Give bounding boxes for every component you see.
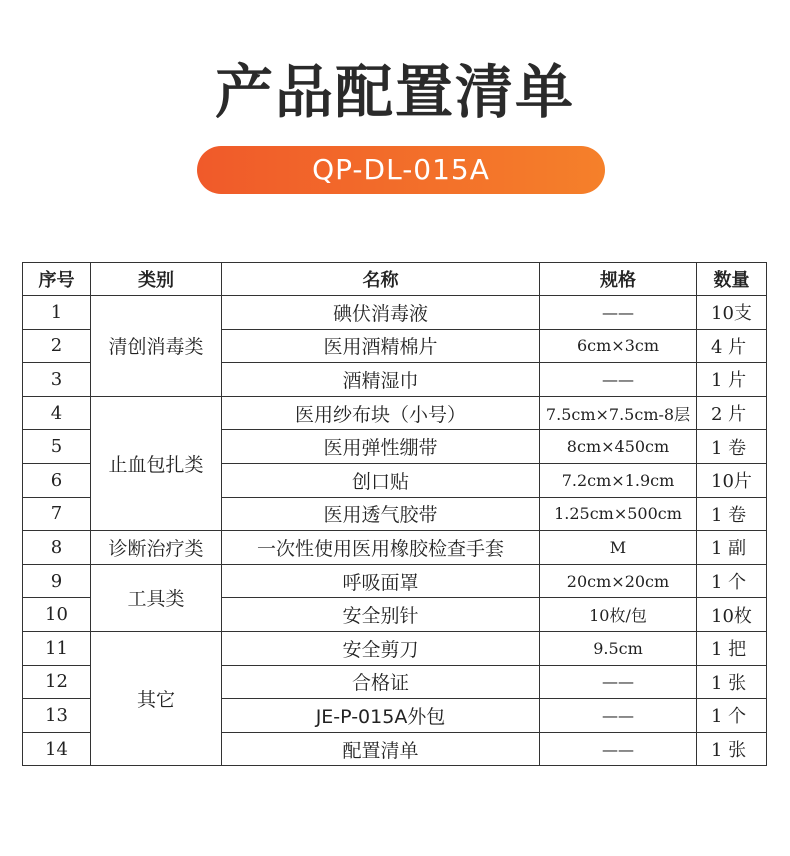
item-spec: ——: [540, 296, 697, 330]
item-qty: 1 把: [697, 631, 767, 665]
item-spec: ——: [540, 699, 697, 733]
item-spec: ——: [540, 665, 697, 699]
item-name: 安全剪刀: [222, 631, 540, 665]
row-number: 3: [23, 363, 91, 397]
row-number: 1: [23, 296, 91, 330]
model-badge: QP-DL-015A: [197, 146, 605, 194]
table-row: [23, 531, 767, 565]
item-name: 医用酒精棉片: [222, 329, 540, 363]
page-title: 产品配置清单: [214, 58, 575, 126]
item-qty: 2 片: [697, 396, 767, 430]
row-number: 6: [23, 463, 91, 497]
item-name: 合格证: [222, 665, 540, 699]
item-name: 一次性使用医用橡胶检查手套: [222, 531, 540, 565]
header-name: 名称: [222, 263, 540, 296]
item-qty: 1 副: [697, 531, 767, 565]
item-spec: M: [540, 531, 697, 565]
row-number: 9: [23, 564, 91, 598]
row-number: 12: [23, 665, 91, 699]
row-number: 2: [23, 329, 91, 363]
row-number: 7: [23, 497, 91, 531]
item-qty: 4 片: [697, 329, 767, 363]
product-table: [22, 262, 767, 766]
item-spec: ——: [540, 732, 697, 766]
table-body: [23, 296, 767, 766]
item-qty: 10枚: [697, 598, 767, 632]
item-qty: 1 张: [697, 665, 767, 699]
category-cell: 清创消毒类: [91, 296, 222, 397]
item-qty: 1 个: [697, 564, 767, 598]
item-name: 碘伏消毒液: [222, 296, 540, 330]
category-cell: 止血包扎类: [91, 396, 222, 530]
item-name: 配置清单: [222, 732, 540, 766]
item-spec: 7.2cm×1.9cm: [540, 463, 697, 497]
item-name: JE-P-015A外包: [222, 699, 540, 733]
row-number: 11: [23, 631, 91, 665]
table-row: [23, 564, 767, 598]
item-qty: 1 片: [697, 363, 767, 397]
item-spec: ——: [540, 363, 697, 397]
category-cell: 工具类: [91, 564, 222, 631]
category-cell: 诊断治疗类: [91, 531, 222, 565]
item-qty: 1 卷: [697, 430, 767, 464]
row-number: 5: [23, 430, 91, 464]
item-qty: 10支: [697, 296, 767, 330]
item-name: 医用纱布块（小号）: [222, 396, 540, 430]
item-spec: 20cm×20cm: [540, 564, 697, 598]
table-header-row: [23, 263, 767, 296]
item-spec: 1.25cm×500cm: [540, 497, 697, 531]
table-row: [23, 631, 767, 665]
row-number: 10: [23, 598, 91, 632]
item-qty: 1 个: [697, 699, 767, 733]
item-name: 酒精湿巾: [222, 363, 540, 397]
item-qty: 1 卷: [697, 497, 767, 531]
table-row: [23, 396, 767, 430]
row-number: 8: [23, 531, 91, 565]
item-spec: 7.5cm×7.5cm-8层: [540, 396, 697, 430]
header-qty: 数量: [697, 263, 767, 296]
header-category: 类别: [91, 263, 222, 296]
row-number: 14: [23, 732, 91, 766]
row-number: 4: [23, 396, 91, 430]
item-qty: 10片: [697, 463, 767, 497]
item-spec: 8cm×450cm: [540, 430, 697, 464]
category-cell: 其它: [91, 631, 222, 765]
item-spec: 10枚/包: [540, 598, 697, 632]
item-spec: 6cm×3cm: [540, 329, 697, 363]
item-qty: 1 张: [697, 732, 767, 766]
header-spec: 规格: [540, 263, 697, 296]
row-number: 13: [23, 699, 91, 733]
header-no: 序号: [23, 263, 91, 296]
table-row: [23, 296, 767, 330]
item-name: 医用透气胶带: [222, 497, 540, 531]
item-name: 安全别针: [222, 598, 540, 632]
item-name: 呼吸面罩: [222, 564, 540, 598]
item-spec: 9.5cm: [540, 631, 697, 665]
item-name: 医用弹性绷带: [222, 430, 540, 464]
item-name: 创口贴: [222, 463, 540, 497]
